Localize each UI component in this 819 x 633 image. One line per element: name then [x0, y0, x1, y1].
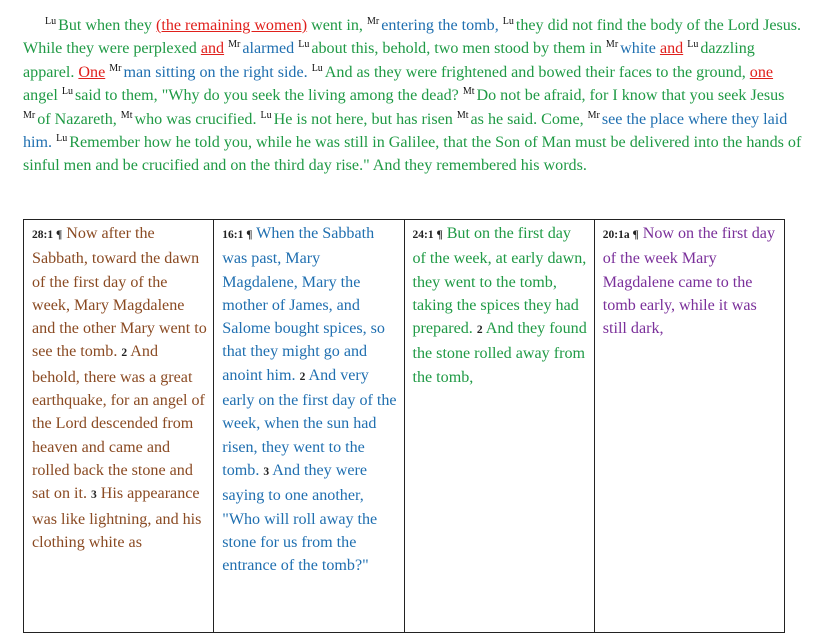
verse-number: 2 — [121, 347, 128, 360]
luke-text: dazzling apparel. — [23, 40, 755, 81]
matthew-text: who was crucified. — [134, 110, 261, 128]
verse-text: And behold, there was a great earthquake, for an angel of the Lord descended from heaven and came and rolled back the stone and sat on it. — [32, 343, 205, 503]
table-row — [24, 220, 785, 633]
source-tag: Mt — [462, 86, 475, 98]
luke-text: about this, behold, two men stood by them in — [311, 40, 606, 58]
john-column — [594, 220, 784, 633]
verse-number: 2 — [476, 324, 483, 337]
verse-text: And very early on the first day of the week, when the sun had risen, they went to the tomb. — [222, 366, 397, 479]
inserted-text: (the remaining women) — [156, 17, 308, 34]
mark-text: alarmed — [242, 40, 299, 58]
gospel-parallel-table — [23, 219, 785, 633]
source-tag: Mr — [605, 39, 619, 51]
verse-text: And they were saying to one another, "Who will roll away the stone for us from the entrance of the tomb?" — [222, 461, 378, 575]
source-tag: Mr — [23, 109, 36, 121]
source-tag: Lu — [298, 39, 310, 51]
luke-column — [404, 220, 594, 633]
inserted-text: and — [200, 40, 225, 58]
source-tag: Lu — [687, 39, 699, 51]
verse-number: 3 — [263, 465, 270, 478]
inserted-text: and — [659, 40, 684, 58]
matthew-text: as he said. Come, — [470, 110, 588, 128]
mark-column — [214, 220, 404, 633]
verse-text: And they found the stone rolled away from the tomb, — [412, 320, 587, 386]
luke-text: And as they were frightened and bowed their faces to the ground, — [324, 63, 750, 81]
verse-reference: 16:1 ¶ — [222, 229, 253, 241]
verse-reference: 24:1 ¶ — [412, 229, 443, 241]
source-tag: Lu — [45, 16, 57, 27]
inserted-text: one — [749, 63, 774, 81]
source-tag: Mr — [228, 39, 241, 51]
verse-text: Now after the Sabbath, toward the dawn of the first day of the week, Mary Magdalene and the other Mary went to see the tomb. — [32, 225, 207, 361]
luke-text: He is not here, but has risen — [273, 110, 457, 128]
source-tag: Lu — [311, 62, 323, 74]
verse-text: When the Sabbath was past, Mary Magdalene, Mary the mother of James, and Salome bought spices, so that they might go and anoint him. — [222, 225, 385, 384]
source-tag: Mt — [120, 109, 133, 121]
source-tag: Mr — [587, 109, 600, 121]
verse-number: 3 — [91, 489, 97, 502]
luke-text: they did not find the body of the Lord Jesus. While they were perplexed — [23, 17, 802, 58]
verse-text: His appearance was like lightning, and his clothing white as — [32, 485, 202, 551]
mark-text: man sitting on the right side. — [123, 63, 312, 81]
luke-text: But when they — [58, 17, 156, 34]
source-tag: Lu — [61, 86, 73, 98]
luke-text: went in, — [307, 17, 367, 34]
harmony-paragraph — [23, 14, 803, 178]
mark-text: see the place where they laid him. — [23, 110, 788, 152]
verse-text: Now on the first day of the week Mary Magdalene came to the tomb early, while it was still dark, — [602, 225, 775, 338]
matthew-column — [24, 220, 214, 633]
mark-text: white — [620, 40, 660, 58]
source-tag: Lu — [56, 133, 68, 145]
inserted-text: One — [78, 63, 106, 81]
source-tag: Lu — [502, 16, 514, 27]
verse-text: But on the first day of the week, at early dawn, they went to the tomb, taking the spices they had prepared. — [412, 225, 587, 338]
source-tag: Mt — [456, 109, 469, 121]
luke-text: said to them, "Why do you seek the living among the dead? — [74, 87, 463, 105]
verse-number: 2 — [299, 370, 306, 383]
source-tag: Lu — [260, 109, 272, 121]
source-tag: Mr — [366, 16, 380, 27]
verse-reference: 20:1a ¶ — [602, 229, 639, 241]
source-tag: Mr — [109, 62, 122, 74]
verse-reference: 28:1 ¶ — [32, 229, 63, 241]
mark-text: entering the tomb, — [381, 17, 503, 34]
matthew-text: Do not be afraid, for I know that you seek Jesus — [476, 87, 785, 105]
luke-text: angel — [23, 87, 62, 105]
mark-text: of Nazareth, — [37, 110, 121, 128]
luke-text: Remember how he told you, while he was still in Galilee, that the Son of Man must be delivered into the hands of sinful men and be crucified and on the third day rise." And they remembered his words. — [23, 134, 802, 175]
